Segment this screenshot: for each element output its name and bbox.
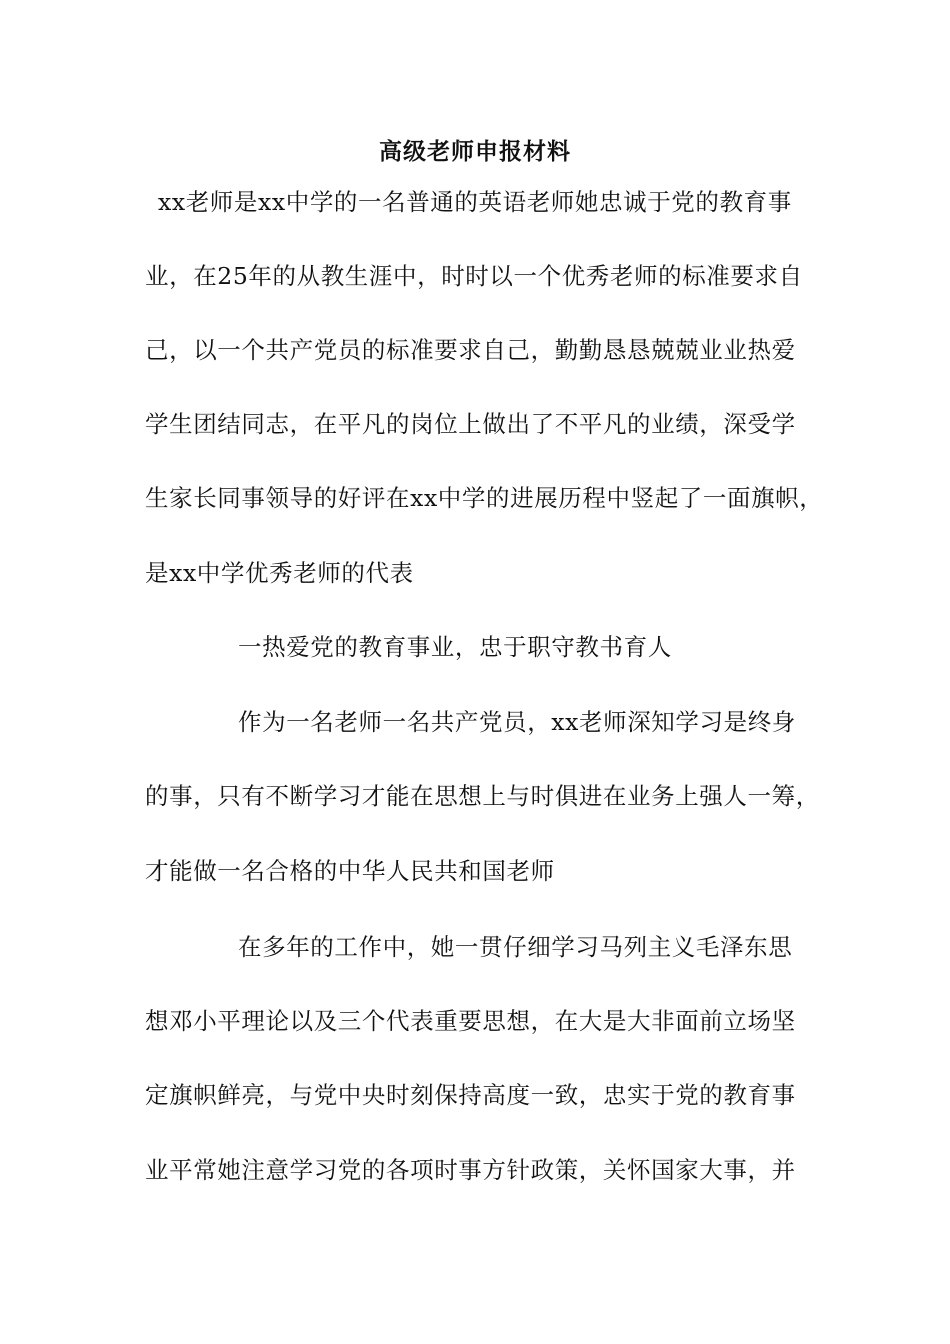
text-line-12: 想邓小平理论以及三个代表重要思想，在大是大非面前立场坚 xyxy=(145,1007,796,1035)
text-line-8: 作为一名老师一名共产党员，xx老师深知学习是终身 xyxy=(238,708,796,736)
text-line-6: 是xx中学优秀老师的代表 xyxy=(145,559,414,587)
text-line-14: 业平常她注意学习党的各项时事方针政策，关怀国家大事，并 xyxy=(145,1156,796,1184)
text-line-2: 业，在25年的从教生涯中，时时以一个优秀老师的标准要求自 xyxy=(145,262,803,290)
text-line-9: 的事，只有不断学习才能在思想上与时俱进在业务上强人一筹， xyxy=(145,782,820,810)
section-heading: 一热爱党的教育事业，忠于职守教书育人 xyxy=(238,633,672,661)
text-line-13: 定旗帜鲜亮，与党中央时刻保持高度一致，忠实于党的教育事 xyxy=(145,1081,796,1109)
text-line-5: 生家长同事领导的好评在xx中学的进展历程中竖起了一面旗帜， xyxy=(145,484,824,512)
text-line-1: xx老师是xx中学的一名普通的英语老师她忠诚于党的教育事 xyxy=(158,188,792,216)
text-line-3: 己，以一个共产党员的标准要求自己，勤勤恳恳兢兢业业热爱 xyxy=(145,336,796,364)
text-line-4: 学生团结同志，在平凡的岗位上做出了不平凡的业绩，深受学 xyxy=(145,410,796,438)
document-title: 高级老师申报材料 xyxy=(379,138,571,165)
text-line-11: 在多年的工作中，她一贯仔细学习马列主义毛泽东思 xyxy=(238,933,793,961)
text-line-10: 才能做一名合格的中华人民共和国老师 xyxy=(145,857,555,885)
